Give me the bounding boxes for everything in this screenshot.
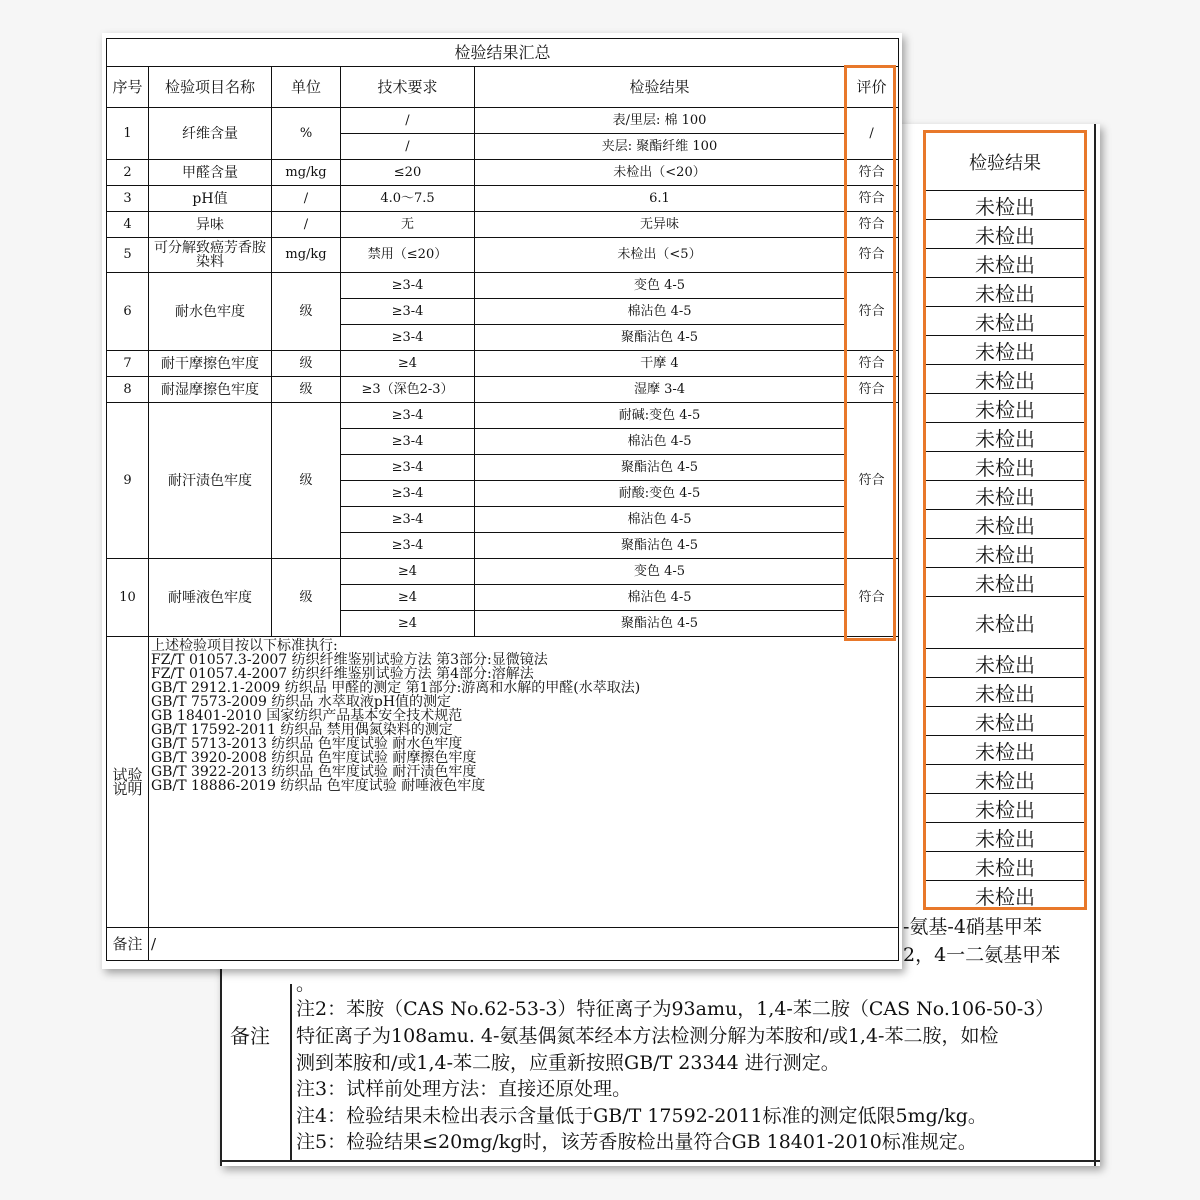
row-requirement: ≥3-4 bbox=[341, 507, 475, 533]
row-result: 聚酯沾色 4-5 bbox=[475, 325, 845, 351]
test-note-line: GB 18401-2010 国家纺织产品基本安全技术规范 bbox=[151, 708, 463, 724]
row-result: 聚酯沾色 4-5 bbox=[475, 455, 845, 481]
row-item: 耐干摩擦色牢度 bbox=[149, 351, 272, 377]
table-row bbox=[107, 160, 899, 186]
row-evaluation: 符合 bbox=[845, 273, 899, 351]
back-result-cell: 未检出 bbox=[926, 336, 1084, 365]
back-result-cell: 未检出 bbox=[926, 597, 1084, 649]
row-unit: 级 bbox=[272, 377, 341, 403]
row-requirement: ≥4 bbox=[341, 585, 475, 611]
row-no: 2 bbox=[107, 160, 149, 186]
test-note-line: GB/T 7573-2009 纺织品 水萃取液pH值的测定 bbox=[151, 694, 452, 710]
test-note-line: FZ/T 01057.3-2007 纺织纤维鉴别试验方法 第3部分:显微镜法 bbox=[151, 652, 548, 668]
row-no: 1 bbox=[107, 108, 149, 160]
row-evaluation: 符合 bbox=[845, 403, 899, 559]
test-note-line: GB/T 17592-2011 纺织品 禁用偶氮染料的测定 bbox=[151, 722, 453, 738]
row-result: 聚酯沾色 4-5 bbox=[475, 611, 845, 637]
row-unit: / bbox=[272, 212, 341, 238]
back-remarks-label: 备注 bbox=[230, 1024, 270, 1048]
row-result: 未检出（<20） bbox=[475, 160, 845, 186]
row-result: 变色 4-5 bbox=[475, 273, 845, 299]
test-note-line: GB/T 3922-2013 纺织品 色牢度试验 耐汗渍色牢度 bbox=[151, 764, 477, 780]
back-note-line: 注2：苯胺（CAS No.62-53-3）特征离子为93amu，1,4-苯二胺（CAS No.106-50-3） bbox=[296, 998, 1055, 1020]
row-unit: mg/kg bbox=[272, 238, 341, 273]
remarks-row bbox=[107, 928, 899, 961]
back-note-line: 测到苯胺和/或1,4-苯二胺，应重新按照GB/T 23344 进行测定。 bbox=[296, 1052, 840, 1074]
row-no: 3 bbox=[107, 186, 149, 212]
row-item: 异味 bbox=[149, 212, 272, 238]
table-row bbox=[107, 273, 899, 299]
back-partial-text-2: 2，4一二氨基甲苯 bbox=[903, 944, 1061, 966]
header-item: 检验项目名称 bbox=[149, 67, 272, 108]
row-requirement: ≥4 bbox=[341, 559, 475, 585]
row-item: 纤维含量 bbox=[149, 108, 272, 160]
row-unit: 级 bbox=[272, 351, 341, 377]
test-notes-content bbox=[149, 637, 899, 928]
row-result: 变色 4-5 bbox=[475, 559, 845, 585]
row-item: 可分解致癌芳香胺染料 bbox=[149, 238, 272, 273]
table-row bbox=[107, 186, 899, 212]
back-result-cell: 未检出 bbox=[926, 423, 1084, 452]
test-note-line: 上述检验项目按以下标准执行: bbox=[151, 638, 338, 654]
back-results-header: 检验结果 bbox=[926, 133, 1084, 191]
back-result-cell: 未检出 bbox=[926, 649, 1084, 678]
back-result-cell: 未检出 bbox=[926, 707, 1084, 736]
summary-table bbox=[106, 38, 899, 961]
row-requirement: ≥3-4 bbox=[341, 299, 475, 325]
row-requirement: ≥3-4 bbox=[341, 403, 475, 429]
row-result: 未检出（<5） bbox=[475, 238, 845, 273]
row-item: 耐汗渍色牢度 bbox=[149, 403, 272, 559]
back-results-column-highlight bbox=[923, 130, 1087, 910]
row-result: 表/里层: 棉 100 bbox=[475, 108, 845, 134]
row-result: 棉沾色 4-5 bbox=[475, 585, 845, 611]
row-requirement: ≥3-4 bbox=[341, 429, 475, 455]
back-note-line: 注3：试样前处理方法：直接还原处理。 bbox=[296, 1078, 632, 1100]
test-notes-label: 试验说明 bbox=[107, 637, 149, 928]
header-result: 检验结果 bbox=[475, 67, 845, 108]
row-requirement: ≥3-4 bbox=[341, 273, 475, 299]
back-border-right bbox=[1094, 124, 1096, 1166]
table-row bbox=[107, 238, 899, 273]
back-note-line: 特征离子为108amu. 4-氨基偶氮苯经本方法检测分解为苯胺和/或1,4-苯二胺，如检 bbox=[296, 1025, 999, 1047]
table-row bbox=[107, 559, 899, 585]
remarks-value: / bbox=[149, 928, 899, 961]
row-evaluation: / bbox=[845, 108, 899, 160]
row-item: 耐唾液色牢度 bbox=[149, 559, 272, 637]
row-requirement: ≤20 bbox=[341, 160, 475, 186]
header-requirement: 技术要求 bbox=[341, 67, 475, 108]
row-evaluation: 符合 bbox=[845, 559, 899, 637]
row-result: 棉沾色 4-5 bbox=[475, 429, 845, 455]
table-row bbox=[107, 351, 899, 377]
row-result: 耐酸:变色 4-5 bbox=[475, 481, 845, 507]
back-result-cell: 未检出 bbox=[926, 452, 1084, 481]
row-no: 8 bbox=[107, 377, 149, 403]
row-unit: 级 bbox=[272, 559, 341, 637]
row-requirement: 禁用（≤20） bbox=[341, 238, 475, 273]
back-result-cell: 未检出 bbox=[926, 736, 1084, 765]
row-no: 5 bbox=[107, 238, 149, 273]
back-result-cell: 未检出 bbox=[926, 365, 1084, 394]
back-remarks-divider bbox=[290, 984, 292, 1160]
back-result-cell: 未检出 bbox=[926, 481, 1084, 510]
row-unit: 级 bbox=[272, 403, 341, 559]
test-note-line: FZ/T 01057.4-2007 纺织纤维鉴别试验方法 第4部分:溶解法 bbox=[151, 666, 534, 682]
row-no: 10 bbox=[107, 559, 149, 637]
test-note-line: GB/T 18886-2019 纺织品 色牢度试验 耐唾液色牢度 bbox=[151, 778, 486, 794]
row-item: pH值 bbox=[149, 186, 272, 212]
back-result-cell: 未检出 bbox=[926, 765, 1084, 794]
row-no: 6 bbox=[107, 273, 149, 351]
row-requirement: 4.0～7.5 bbox=[341, 186, 475, 212]
row-evaluation: 符合 bbox=[845, 238, 899, 273]
back-result-cell: 未检出 bbox=[926, 249, 1084, 278]
back-result-cell: 未检出 bbox=[926, 394, 1084, 423]
table-row bbox=[107, 108, 899, 134]
back-result-cell: 未检出 bbox=[926, 278, 1084, 307]
row-requirement: ≥3-4 bbox=[341, 325, 475, 351]
row-requirement: ≥4 bbox=[341, 611, 475, 637]
back-result-cell: 未检出 bbox=[926, 510, 1084, 539]
row-result: 夹层: 聚酯纤维 100 bbox=[475, 134, 845, 160]
row-no: 4 bbox=[107, 212, 149, 238]
row-requirement: ≥3-4 bbox=[341, 533, 475, 559]
back-result-cell: 未检出 bbox=[926, 852, 1084, 881]
row-evaluation: 符合 bbox=[845, 377, 899, 403]
back-result-cell: 未检出 bbox=[926, 794, 1084, 823]
test-note-line: GB/T 2912.1-2009 纺织品 甲醛的测定 第1部分:游离和水解的甲醛(水萃取法) bbox=[151, 680, 641, 696]
back-result-cell: 未检出 bbox=[926, 678, 1084, 707]
row-requirement: 无 bbox=[341, 212, 475, 238]
row-evaluation: 符合 bbox=[845, 160, 899, 186]
row-unit: mg/kg bbox=[272, 160, 341, 186]
row-evaluation: 符合 bbox=[845, 351, 899, 377]
back-partial-text-1: -氨基-4硝基甲苯 bbox=[903, 916, 1042, 938]
test-note-line: GB/T 5713-2013 纺织品 色牢度试验 耐水色牢度 bbox=[151, 736, 463, 752]
row-result: 无异味 bbox=[475, 212, 845, 238]
row-evaluation: 符合 bbox=[845, 212, 899, 238]
row-unit: / bbox=[272, 186, 341, 212]
header-evaluation: 评价 bbox=[845, 67, 899, 108]
table-row bbox=[107, 377, 899, 403]
row-evaluation: 符合 bbox=[845, 186, 899, 212]
row-requirement: / bbox=[341, 108, 475, 134]
back-border-bottom bbox=[220, 1160, 1100, 1162]
back-result-cell: 未检出 bbox=[926, 307, 1084, 336]
row-unit: % bbox=[272, 108, 341, 160]
row-result: 干摩 4 bbox=[475, 351, 845, 377]
row-result: 聚酯沾色 4-5 bbox=[475, 533, 845, 559]
row-no: 9 bbox=[107, 403, 149, 559]
summary-title: 检验结果汇总 bbox=[107, 39, 899, 67]
test-note-line: GB/T 3920-2008 纺织品 色牢度试验 耐摩擦色牢度 bbox=[151, 750, 477, 766]
row-unit: 级 bbox=[272, 273, 341, 351]
row-requirement: ≥3（深色2-3） bbox=[341, 377, 475, 403]
test-notes-row bbox=[107, 637, 899, 928]
back-result-cell: 未检出 bbox=[926, 568, 1084, 597]
row-requirement: ≥4 bbox=[341, 351, 475, 377]
row-result: 6.1 bbox=[475, 186, 845, 212]
row-result: 棉沾色 4-5 bbox=[475, 299, 845, 325]
remarks-label: 备注 bbox=[107, 928, 149, 961]
row-item: 甲醛含量 bbox=[149, 160, 272, 186]
row-requirement: / bbox=[341, 134, 475, 160]
back-result-cell: 未检出 bbox=[926, 539, 1084, 568]
back-result-cell: 未检出 bbox=[926, 823, 1084, 852]
summary-table-wrapper bbox=[106, 38, 900, 963]
header-unit: 单位 bbox=[272, 67, 341, 108]
row-result: 耐碱:变色 4-5 bbox=[475, 403, 845, 429]
row-result: 棉沾色 4-5 bbox=[475, 507, 845, 533]
table-row bbox=[107, 212, 899, 238]
table-row bbox=[107, 403, 899, 429]
back-result-cell: 未检出 bbox=[926, 220, 1084, 249]
row-item: 耐水色牢度 bbox=[149, 273, 272, 351]
front-report-sheet bbox=[102, 33, 902, 969]
row-requirement: ≥3-4 bbox=[341, 481, 475, 507]
row-result: 湿摩 3-4 bbox=[475, 377, 845, 403]
row-item: 耐湿摩擦色牢度 bbox=[149, 377, 272, 403]
back-note-line: 注5：检验结果≤20mg/kg时，该芳香胺检出量符合GB 18401-2010标准规定。 bbox=[296, 1131, 977, 1153]
back-result-cell: 未检出 bbox=[926, 191, 1084, 220]
row-requirement: ≥3-4 bbox=[341, 455, 475, 481]
row-no: 7 bbox=[107, 351, 149, 377]
back-partial-text-3: 。 bbox=[296, 973, 316, 995]
back-result-cell: 未检出 bbox=[975, 885, 1035, 909]
header-no: 序号 bbox=[107, 67, 149, 108]
back-note-line: 注4：检验结果未检出表示含量低于GB/T 17592-2011标准的测定低限5mg/kg。 bbox=[296, 1105, 987, 1127]
